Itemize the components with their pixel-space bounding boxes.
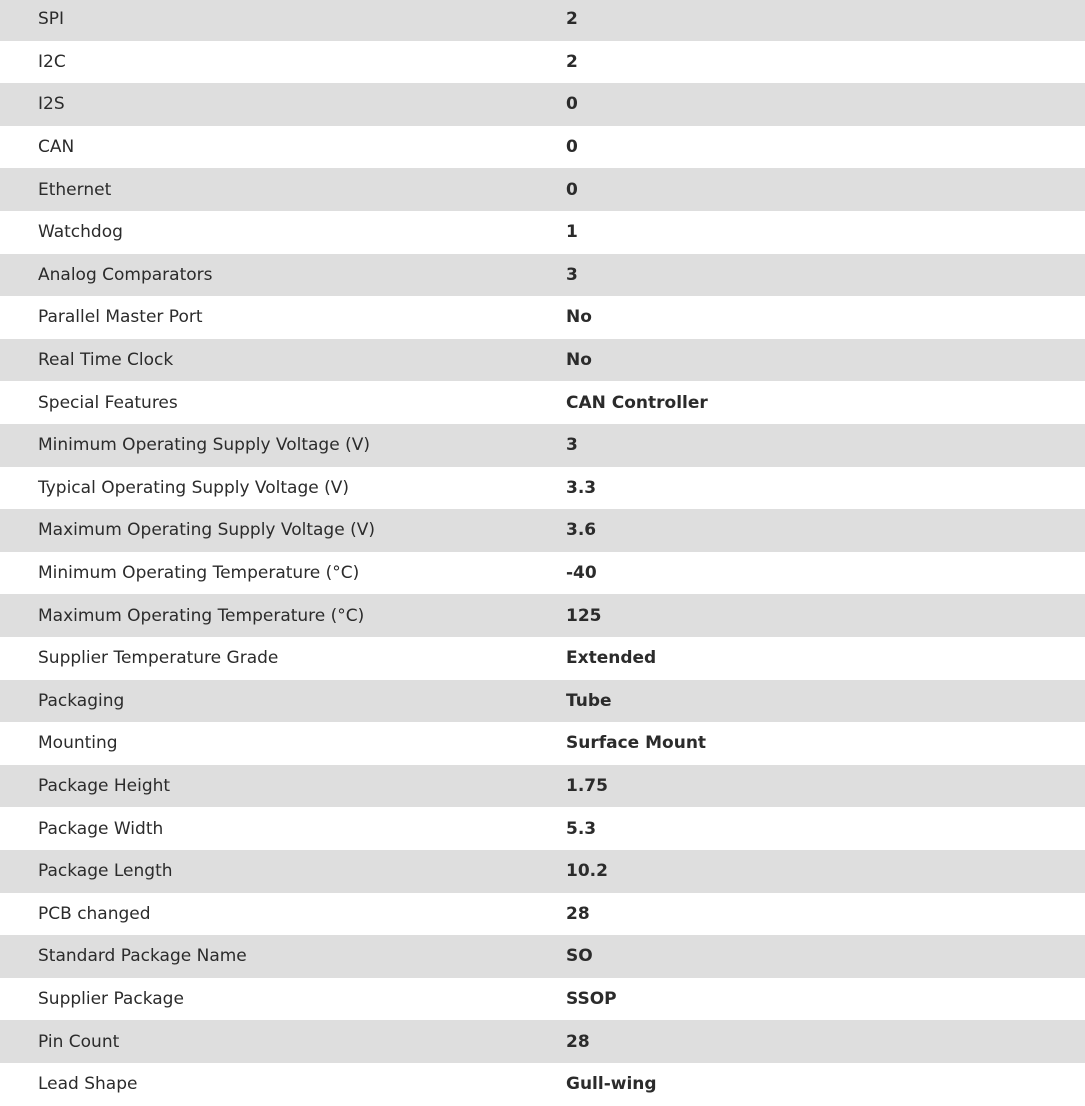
spec-value: Extended	[566, 648, 657, 669]
spec-label: Minimum Operating Supply Voltage (V)	[38, 435, 370, 456]
spec-row	[0, 467, 1085, 510]
spec-value: 2	[566, 9, 578, 30]
spec-label: Real Time Clock	[38, 350, 174, 371]
spec-value: 10.2	[566, 861, 608, 882]
spec-row	[0, 552, 1085, 595]
spec-value: No	[566, 350, 592, 371]
spec-label: Packaging	[38, 690, 125, 711]
spec-value: 28	[566, 903, 590, 924]
spec-label: Watchdog	[38, 222, 123, 243]
spec-label: I2S	[38, 94, 65, 115]
spec-value: Surface Mount	[566, 733, 707, 754]
spec-row	[0, 424, 1085, 467]
spec-value: 3.6	[566, 520, 597, 541]
spec-row	[0, 126, 1085, 169]
spec-value: 3.3	[566, 477, 597, 498]
spec-label: Package Length	[38, 861, 173, 882]
spec-row	[0, 339, 1085, 382]
spec-row	[0, 41, 1085, 84]
spec-label: Supplier Temperature Grade	[38, 648, 279, 669]
spec-row	[0, 680, 1085, 723]
spec-value: 0	[566, 179, 578, 200]
spec-value: 3	[566, 435, 578, 456]
spec-value: No	[566, 307, 592, 328]
spec-value: 3	[566, 264, 578, 285]
spec-value: 1	[566, 222, 578, 243]
spec-row	[0, 722, 1085, 765]
spec-label: CAN	[38, 137, 75, 158]
spec-row	[0, 978, 1085, 1021]
spec-row	[0, 935, 1085, 978]
spec-label: Lead Shape	[38, 1074, 138, 1095]
spec-value: SSOP	[566, 989, 617, 1010]
spec-label: Maximum Operating Temperature (°C)	[38, 605, 365, 626]
spec-row	[0, 211, 1085, 254]
spec-row	[0, 850, 1085, 893]
spec-label: Package Width	[38, 818, 164, 839]
spec-label: Pin Count	[38, 1031, 120, 1052]
spec-value: Tube	[566, 690, 612, 711]
spec-label: Standard Package Name	[38, 946, 247, 967]
spec-value: Gull-wing	[566, 1074, 657, 1095]
spec-value: 1.75	[566, 776, 608, 797]
spec-label: Maximum Operating Supply Voltage (V)	[38, 520, 375, 541]
spec-label: Minimum Operating Temperature (°C)	[38, 563, 360, 584]
spec-label: Analog Comparators	[38, 264, 213, 285]
spec-label: Typical Operating Supply Voltage (V)	[38, 477, 349, 498]
spec-row	[0, 893, 1085, 936]
spec-label: Mounting	[38, 733, 118, 754]
spec-label: Package Height	[38, 776, 171, 797]
spec-value: CAN Controller	[566, 392, 708, 413]
spec-row	[0, 1063, 1085, 1106]
spec-label: PCB changed	[38, 903, 151, 924]
spec-row	[0, 1020, 1085, 1063]
spec-value: 0	[566, 137, 578, 158]
spec-row	[0, 807, 1085, 850]
spec-row	[0, 0, 1085, 41]
spec-row	[0, 254, 1085, 297]
spec-row	[0, 296, 1085, 339]
spec-label: Parallel Master Port	[38, 307, 203, 328]
spec-value: -40	[566, 563, 597, 584]
spec-row	[0, 168, 1085, 211]
spec-row	[0, 765, 1085, 808]
spec-row	[0, 594, 1085, 637]
spec-value: 5.3	[566, 818, 597, 839]
spec-value: SO	[566, 946, 593, 967]
spec-label: SPI	[38, 9, 65, 30]
spec-row	[0, 509, 1085, 552]
spec-label: Ethernet	[38, 179, 112, 200]
spec-row	[0, 637, 1085, 680]
spec-label: Supplier Package	[38, 989, 184, 1010]
spec-row	[0, 83, 1085, 126]
spec-row	[0, 381, 1085, 424]
spec-value: 0	[566, 94, 578, 115]
spec-label: Special Features	[38, 392, 178, 413]
spec-value: 125	[566, 605, 602, 626]
spec-value: 2	[566, 51, 578, 72]
spec-label: I2C	[38, 51, 66, 72]
spec-value: 28	[566, 1031, 590, 1052]
